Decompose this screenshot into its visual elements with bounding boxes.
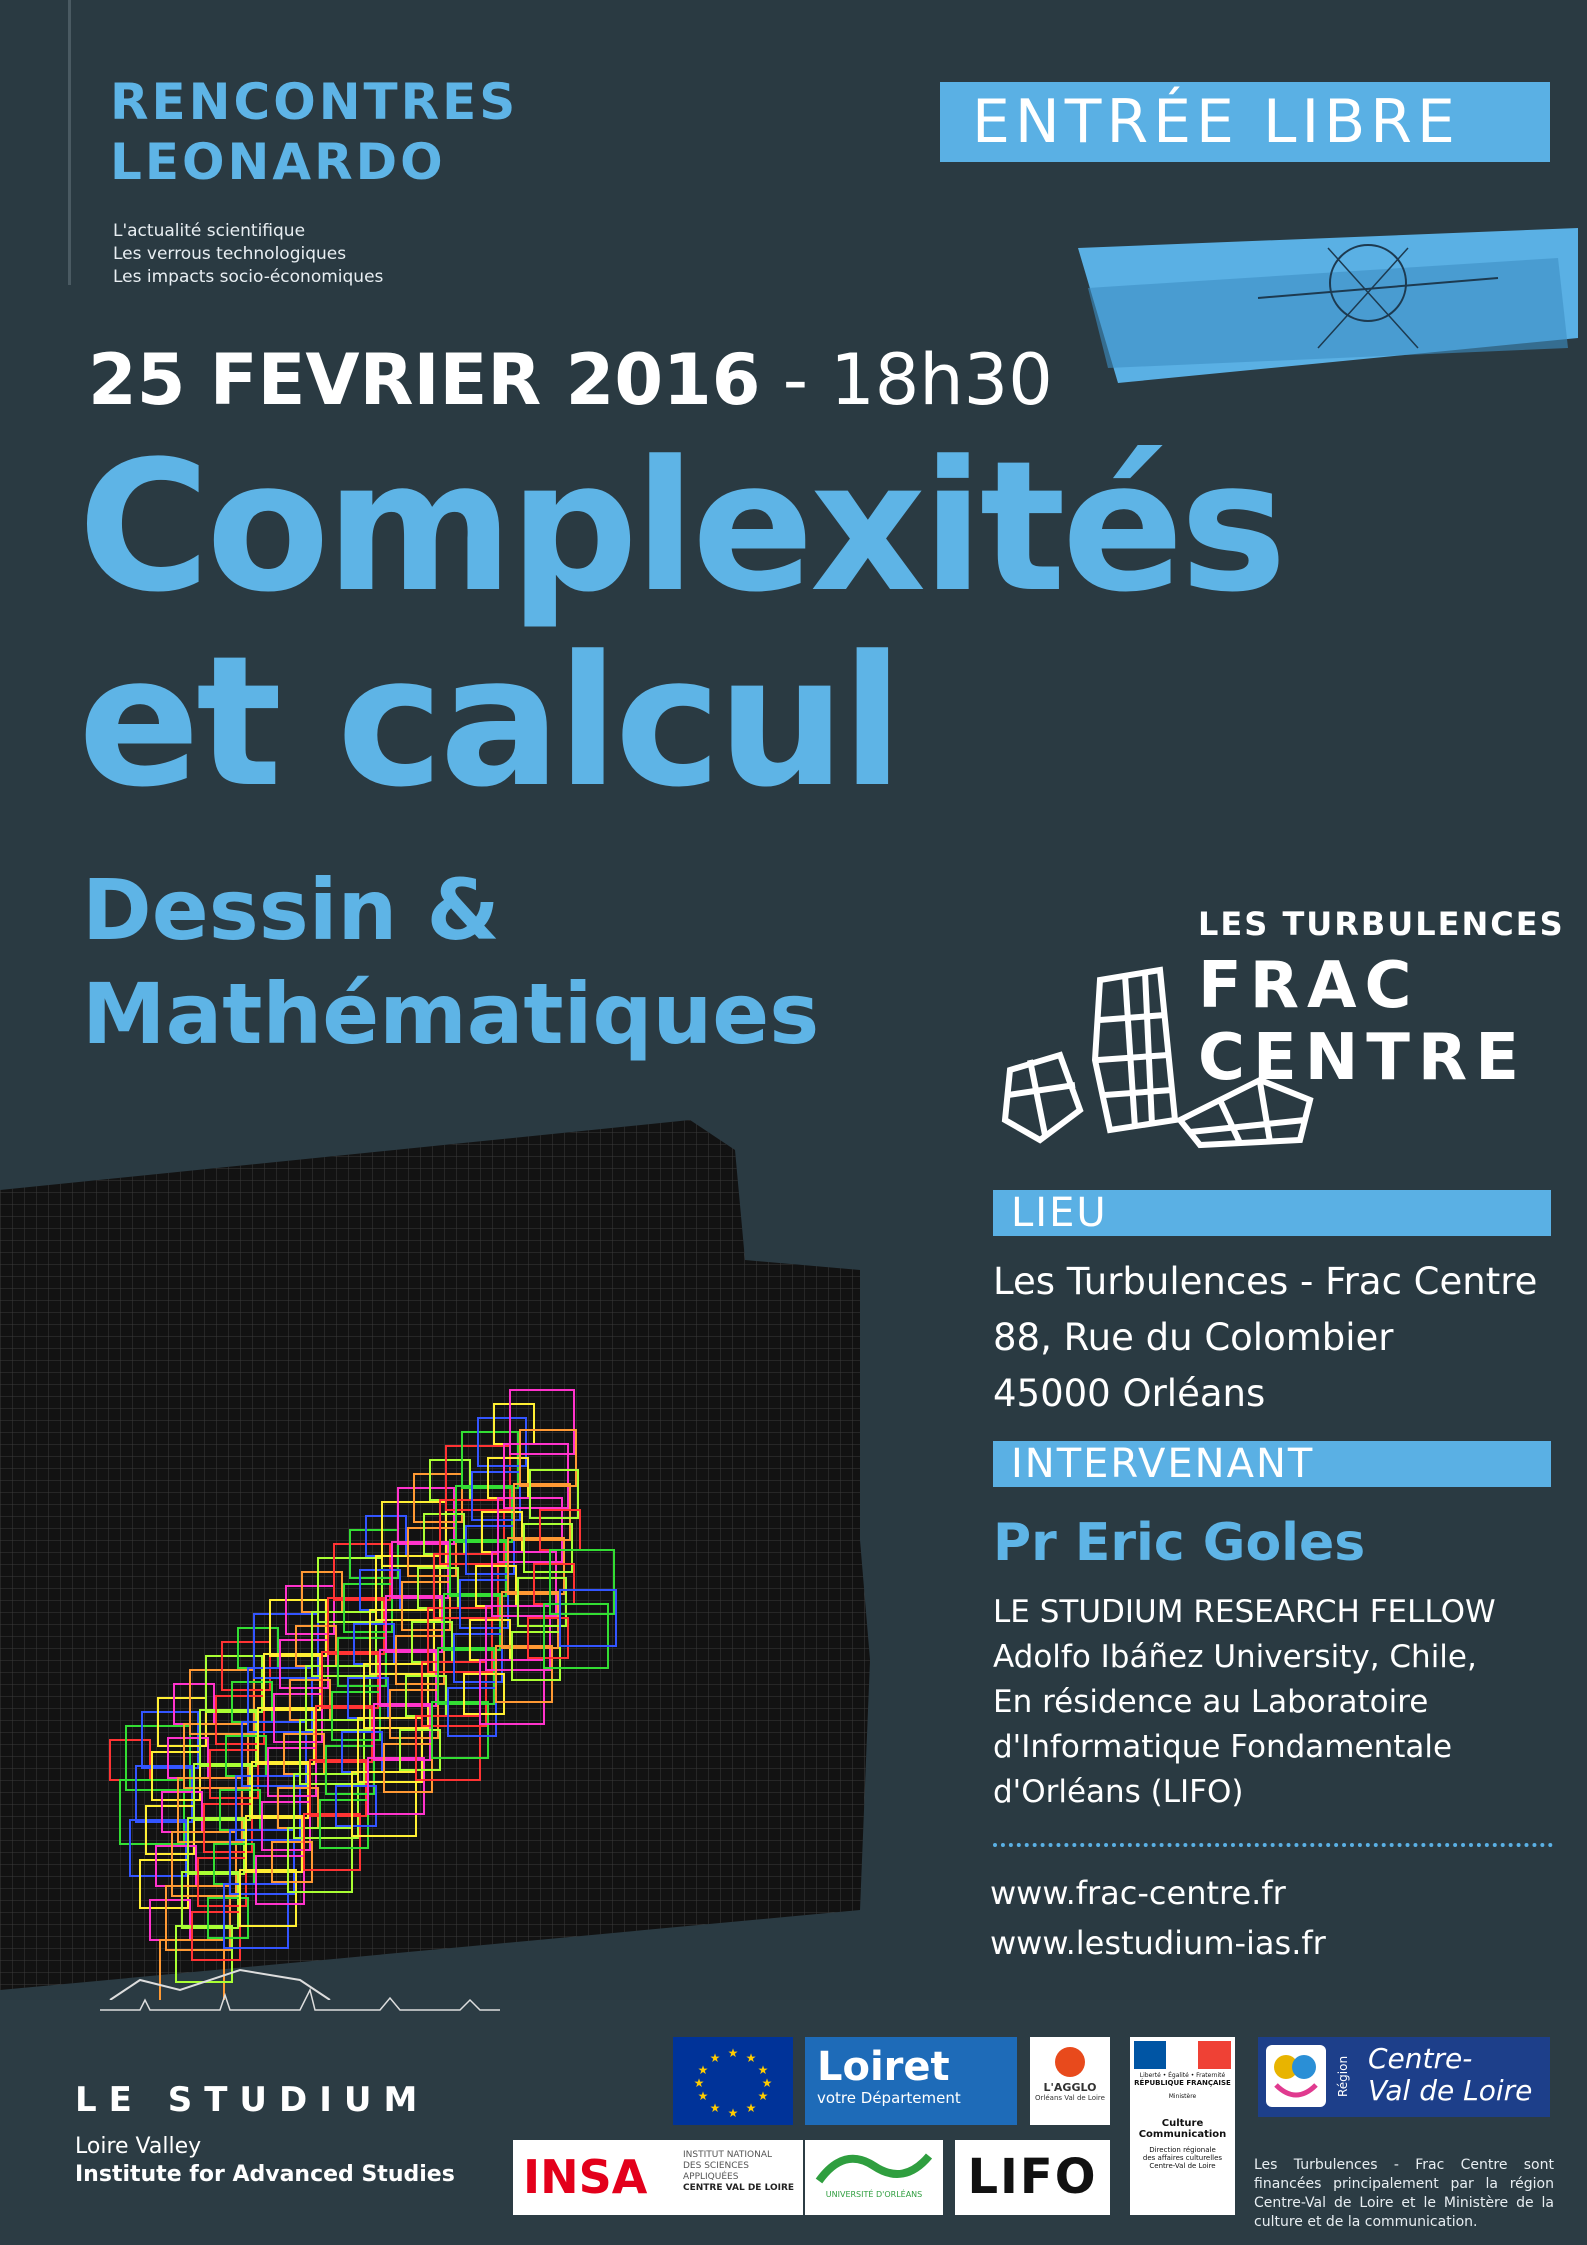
- free-entry-banner: ENTRÉE LIBRE: [940, 82, 1550, 162]
- vitruvian-strip-image: [1078, 228, 1578, 383]
- svg-text:★: ★: [709, 2051, 721, 2065]
- tagline: L'actualité scientifique: [113, 221, 306, 241]
- svg-text:★: ★: [757, 2063, 769, 2077]
- dotted-divider: [993, 1843, 1553, 1851]
- website-link[interactable]: www.lestudium-ias.fr: [990, 1924, 1326, 1962]
- svg-text:★: ★: [745, 2101, 757, 2115]
- lifo-logo: LIFO: [955, 2140, 1110, 2215]
- svg-text:★: ★: [697, 2089, 709, 2103]
- frac-logo-top: LES TURBULENCES: [1198, 905, 1565, 943]
- svg-text:★: ★: [761, 2076, 773, 2090]
- studium-title: LE STUDIUM: [75, 2080, 430, 2120]
- header-divider: [68, 0, 71, 285]
- region-centre-logo: Région Centre- Val de Loire: [1258, 2037, 1550, 2117]
- event-date: 25 FEVRIER 2016 - 18h30: [88, 339, 1053, 421]
- venue-address: Les Turbulences - Frac Centre 88, Rue du Colombier 45000 Orléans: [993, 1260, 1538, 1415]
- website-links: [990, 1868, 1326, 1968]
- speaker-name: Pr Eric Goles: [993, 1513, 1366, 1573]
- orleans-skyline-icon: [100, 1970, 500, 2030]
- svg-text:★: ★: [745, 2051, 757, 2065]
- universite-orleans-logo: UNIVERSITÉ D'ORLÉANS: [805, 2140, 943, 2215]
- insa-logo: INSA INSTITUT NATIONAL DES SCIENCES APPLIQUÉES CENTRE VAL DE LOIRE: [513, 2140, 803, 2215]
- republique-logo: Liberté • Égalité • Fraternité RÉPUBLIQUE FRANÇAISE Ministère Culture Communication Direction régionale des affaires culturelles Centre-Val de Loire: [1130, 2037, 1235, 2215]
- studium-subtitle: Loire Valley Institute for Advanced Studies: [75, 2134, 455, 2187]
- frac-building-icon: [1000, 960, 1320, 1150]
- frac-logo-text: FRAC CENTRE: [1198, 949, 1527, 1095]
- svg-text:★: ★: [757, 2089, 769, 2103]
- website-link[interactable]: www.frac-centre.fr: [990, 1874, 1286, 1912]
- event-title: Complexités et calcul: [78, 423, 1284, 827]
- speaker-header: INTERVENANT: [993, 1441, 1551, 1487]
- svg-text:★: ★: [709, 2101, 721, 2115]
- loiret-logo: Loiret votre Département: [805, 2037, 1017, 2125]
- venue-header: LIEU: [993, 1190, 1551, 1236]
- eu-flag-logo: [673, 2037, 793, 2125]
- funding-notice: Les Turbulences - Frac Centre sont financées principalement par la région Centre-Val de Loire et le Ministère de la culture et de la communication.: [1254, 2157, 1554, 2230]
- tagline: Les impacts socio-économiques: [113, 267, 384, 287]
- svg-text:★: ★: [727, 2106, 739, 2120]
- complexity-drawing-image: [0, 1120, 870, 2000]
- event-subtitle: Dessin & Mathématiques: [82, 861, 820, 1063]
- tagline: Les verrous technologiques: [113, 244, 347, 264]
- svg-text:★: ★: [727, 2046, 739, 2060]
- series-title: RENCONTRES LEONARDO: [110, 73, 519, 191]
- series-taglines: [113, 220, 383, 289]
- agglo-logo: L'AGGLO Orléans Val de Loire: [1030, 2037, 1110, 2125]
- svg-text:★: ★: [697, 2063, 709, 2077]
- svg-text:★: ★: [693, 2076, 705, 2090]
- speaker-bio: LE STUDIUM RESEARCH FELLOW Adolfo Ibáñez University, Chile, En résidence au Laboratoire d'Informatique Fondamentale d'Orléans (LIFO): [993, 1594, 1496, 1810]
